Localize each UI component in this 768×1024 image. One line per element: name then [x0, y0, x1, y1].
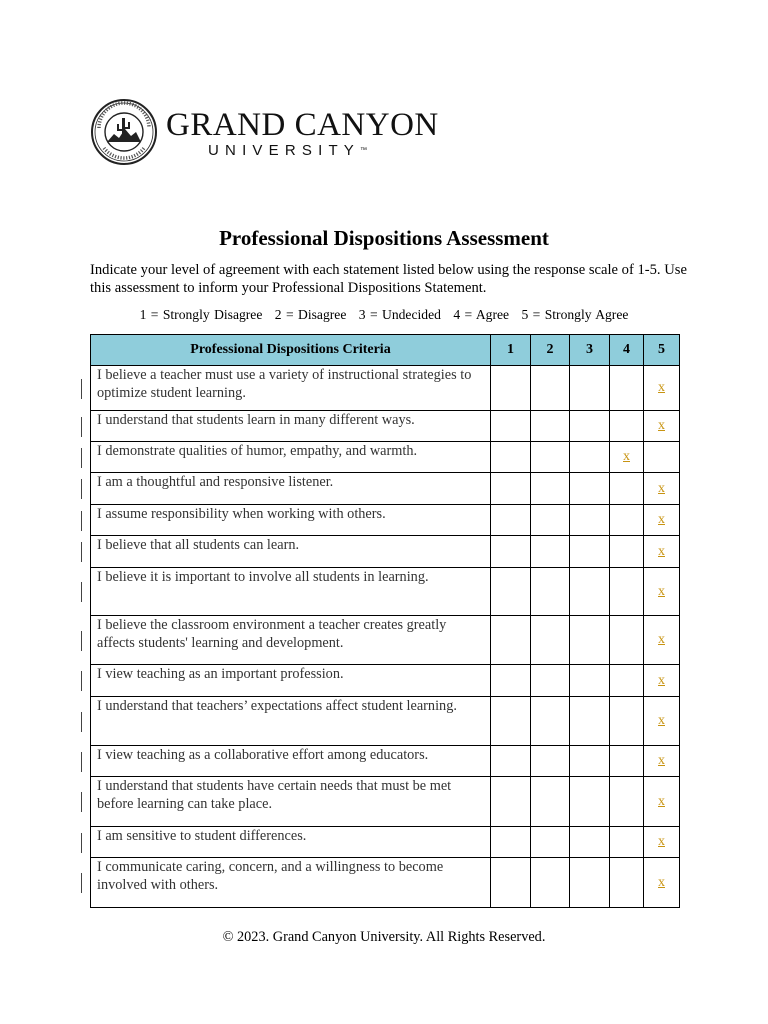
rating-cell-4[interactable] [610, 568, 644, 616]
rating-cell-3[interactable] [570, 616, 610, 665]
rating-cell-3[interactable] [570, 858, 610, 908]
rating-cell-3[interactable] [570, 505, 610, 536]
criteria-statement [91, 858, 491, 908]
rating-cell-5[interactable] [644, 777, 680, 827]
table-row [91, 536, 680, 568]
statement-text: I view teaching as a collaborative effort among educators. [97, 747, 429, 763]
criteria-statement [91, 697, 491, 746]
rating-mark: x [658, 834, 665, 849]
rating-cell-5[interactable] [644, 411, 680, 442]
table-row [91, 473, 680, 505]
brand-name: GRAND CANYON [166, 107, 439, 143]
rating-cell-3[interactable] [570, 665, 610, 697]
rating-cell-3[interactable] [570, 366, 610, 411]
margin-change-bar [81, 582, 82, 602]
criteria-statement [91, 505, 491, 536]
rating-cell-5[interactable] [644, 536, 680, 568]
dispositions-table [90, 334, 680, 908]
rating-mark: x [658, 480, 665, 496]
rating-cell-1[interactable] [491, 473, 531, 505]
rating-mark: x [658, 672, 665, 688]
criteria-statement [91, 616, 491, 665]
rating-cell-4[interactable] [610, 442, 644, 473]
rating-cell-4[interactable] [610, 505, 644, 536]
rating-cell-1[interactable] [491, 746, 531, 777]
rating-cell-1[interactable] [491, 858, 531, 908]
rating-cell-5[interactable] [644, 568, 680, 616]
rating-cell-2[interactable] [531, 827, 570, 858]
scale-3: 3 = Undecided [358, 307, 441, 322]
table-row [91, 411, 680, 442]
header-criteria: Professional Dispositions Criteria [91, 335, 491, 366]
table-row [91, 568, 680, 616]
rating-mark: x [658, 418, 665, 433]
rating-mark: x [658, 512, 665, 527]
rating-cell-2[interactable] [531, 858, 570, 908]
rating-cell-3[interactable] [570, 568, 610, 616]
table-row [91, 858, 680, 908]
criteria-statement [91, 366, 491, 411]
margin-change-bar [81, 752, 82, 772]
rating-mark: x [658, 874, 665, 890]
rating-mark: x [658, 793, 665, 809]
rating-cell-5[interactable] [644, 858, 680, 908]
statement-text: I understand that teachers’ expectations affect student learning. [97, 698, 457, 714]
margin-change-bar [81, 873, 82, 893]
rating-cell-2[interactable] [531, 505, 570, 536]
rating-cell-4[interactable] [610, 827, 644, 858]
margin-change-bar [81, 379, 82, 399]
table-row [91, 616, 680, 665]
statement-text: I am sensitive to student differences. [97, 828, 307, 844]
wordmark [166, 108, 439, 160]
rating-cell-1[interactable] [491, 697, 531, 746]
rating-cell-1[interactable] [491, 568, 531, 616]
rating-cell-2[interactable] [531, 777, 570, 827]
rating-cell-2[interactable] [531, 366, 570, 411]
rating-mark: x [658, 632, 665, 647]
rating-cell-4[interactable] [610, 665, 644, 697]
criteria-statement [91, 665, 491, 697]
university-logo [90, 98, 439, 166]
rating-cell-2[interactable] [531, 568, 570, 616]
rating-cell-2[interactable] [531, 442, 570, 473]
rating-cell-4[interactable] [610, 746, 644, 777]
table-row [91, 777, 680, 827]
rating-cell-5[interactable] [644, 366, 680, 411]
rating-cell-4[interactable] [610, 473, 644, 505]
scale-1: 1 = Strongly Disagree [139, 307, 263, 322]
table-row [91, 442, 680, 473]
margin-change-bar [81, 792, 82, 812]
brand-subtitle: UNIVERSITY™ [208, 142, 368, 159]
rating-cell-1[interactable] [491, 536, 531, 568]
criteria-statement [91, 827, 491, 858]
rating-mark: x [658, 380, 665, 395]
rating-cell-3[interactable] [570, 411, 610, 442]
header-3: 3 [570, 335, 610, 366]
rating-cell-2[interactable] [531, 697, 570, 746]
criteria-statement [91, 442, 491, 473]
copyright-footer: © 2023. Grand Canyon University. All Rights Reserved. [222, 929, 546, 945]
statement-text: I believe it is important to involve all students in learning. [97, 569, 429, 585]
rating-cell-1[interactable] [491, 616, 531, 665]
statement-text: I believe the classroom environment a teacher creates greatly affects students' learning and development. [97, 617, 447, 651]
rating-mark: x [658, 753, 665, 768]
rating-cell-4[interactable] [610, 536, 644, 568]
response-scale [0, 306, 768, 324]
rating-cell-1[interactable] [491, 827, 531, 858]
criteria-statement [91, 777, 491, 827]
rating-cell-2[interactable] [531, 536, 570, 568]
university-seal-icon [90, 98, 158, 166]
margin-change-bar [81, 833, 82, 853]
rating-cell-4[interactable] [610, 411, 644, 442]
rating-cell-1[interactable] [491, 665, 531, 697]
margin-change-bar [81, 417, 82, 437]
margin-change-bar [81, 542, 82, 562]
rating-cell-5[interactable] [644, 616, 680, 665]
margin-change-bar [81, 712, 82, 732]
margin-change-bar [81, 631, 82, 651]
rating-cell-3[interactable] [570, 746, 610, 777]
rating-cell-2[interactable] [531, 665, 570, 697]
page-title: Professional Dispositions Assessment [219, 226, 549, 250]
rating-cell-3[interactable] [570, 536, 610, 568]
criteria-statement [91, 411, 491, 442]
rating-cell-4[interactable] [610, 777, 644, 827]
table-row [91, 827, 680, 858]
rating-cell-2[interactable] [531, 473, 570, 505]
rating-cell-2[interactable] [531, 616, 570, 665]
criteria-statement [91, 568, 491, 616]
rating-cell-5[interactable] [644, 697, 680, 746]
statement-text: I view teaching as an important profession. [97, 666, 344, 682]
rating-mark: x [658, 713, 665, 728]
criteria-statement [91, 536, 491, 568]
statement-text: I believe a teacher must use a variety of instructional strategies to optimize student learning. [97, 367, 472, 401]
header-5: 5 [644, 335, 680, 366]
table-row [91, 505, 680, 536]
statement-text: I understand that students learn in many different ways. [97, 412, 415, 428]
statement-text: I understand that students have certain needs that must be met before learning can take place. [97, 778, 452, 812]
instructions: Indicate your level of agreement with each statement listed below using the response scale of 1-5. Use this assessment to inform your Professional Dispositions Statement. [90, 262, 687, 296]
rating-cell-5[interactable] [644, 442, 680, 473]
statement-text: I communicate caring, concern, and a willingness to become involved with others. [97, 859, 444, 893]
rating-cell-4[interactable] [610, 366, 644, 411]
table-row [91, 746, 680, 777]
rating-cell-1[interactable] [491, 411, 531, 442]
scale-5: 5 = Strongly Agree [521, 307, 629, 322]
rating-cell-1[interactable] [491, 777, 531, 827]
header-4: 4 [610, 335, 644, 366]
table-row [91, 665, 680, 697]
rating-cell-3[interactable] [570, 697, 610, 746]
margin-change-bar [81, 479, 82, 499]
rating-cell-3[interactable] [570, 473, 610, 505]
statement-text: I assume responsibility when working with others. [97, 506, 386, 522]
rating-cell-1[interactable] [491, 366, 531, 411]
rating-cell-4[interactable] [610, 697, 644, 746]
rating-cell-2[interactable] [531, 411, 570, 442]
rating-cell-5[interactable] [644, 827, 680, 858]
header-1: 1 [491, 335, 531, 366]
rating-mark: x [623, 449, 630, 464]
table-row [91, 366, 680, 411]
criteria-statement [91, 746, 491, 777]
statement-text: I believe that all students can learn. [97, 537, 300, 553]
rating-cell-5[interactable] [644, 746, 680, 777]
rating-cell-5[interactable] [644, 505, 680, 536]
table-header-row [91, 335, 680, 366]
rating-cell-3[interactable] [570, 827, 610, 858]
rating-cell-5[interactable] [644, 665, 680, 697]
criteria-statement [91, 473, 491, 505]
scale-2: 2 = Disagree [274, 307, 347, 322]
scale-4: 4 = Agree [453, 307, 510, 322]
margin-change-bar [81, 671, 82, 691]
rating-cell-1[interactable] [491, 442, 531, 473]
rating-mark: x [658, 543, 665, 559]
rating-cell-3[interactable] [570, 442, 610, 473]
table-row [91, 697, 680, 746]
rating-cell-5[interactable] [644, 473, 680, 505]
rating-cell-3[interactable] [570, 777, 610, 827]
statement-text: I am a thoughtful and responsive listener. [97, 474, 334, 490]
rating-cell-4[interactable] [610, 858, 644, 908]
rating-cell-2[interactable] [531, 746, 570, 777]
header-2: 2 [531, 335, 570, 366]
rating-mark: x [658, 583, 665, 599]
margin-change-bar [81, 448, 82, 468]
rating-cell-4[interactable] [610, 616, 644, 665]
margin-change-bar [81, 511, 82, 531]
statement-text: I demonstrate qualities of humor, empathy, and warmth. [97, 443, 418, 459]
rating-cell-1[interactable] [491, 505, 531, 536]
